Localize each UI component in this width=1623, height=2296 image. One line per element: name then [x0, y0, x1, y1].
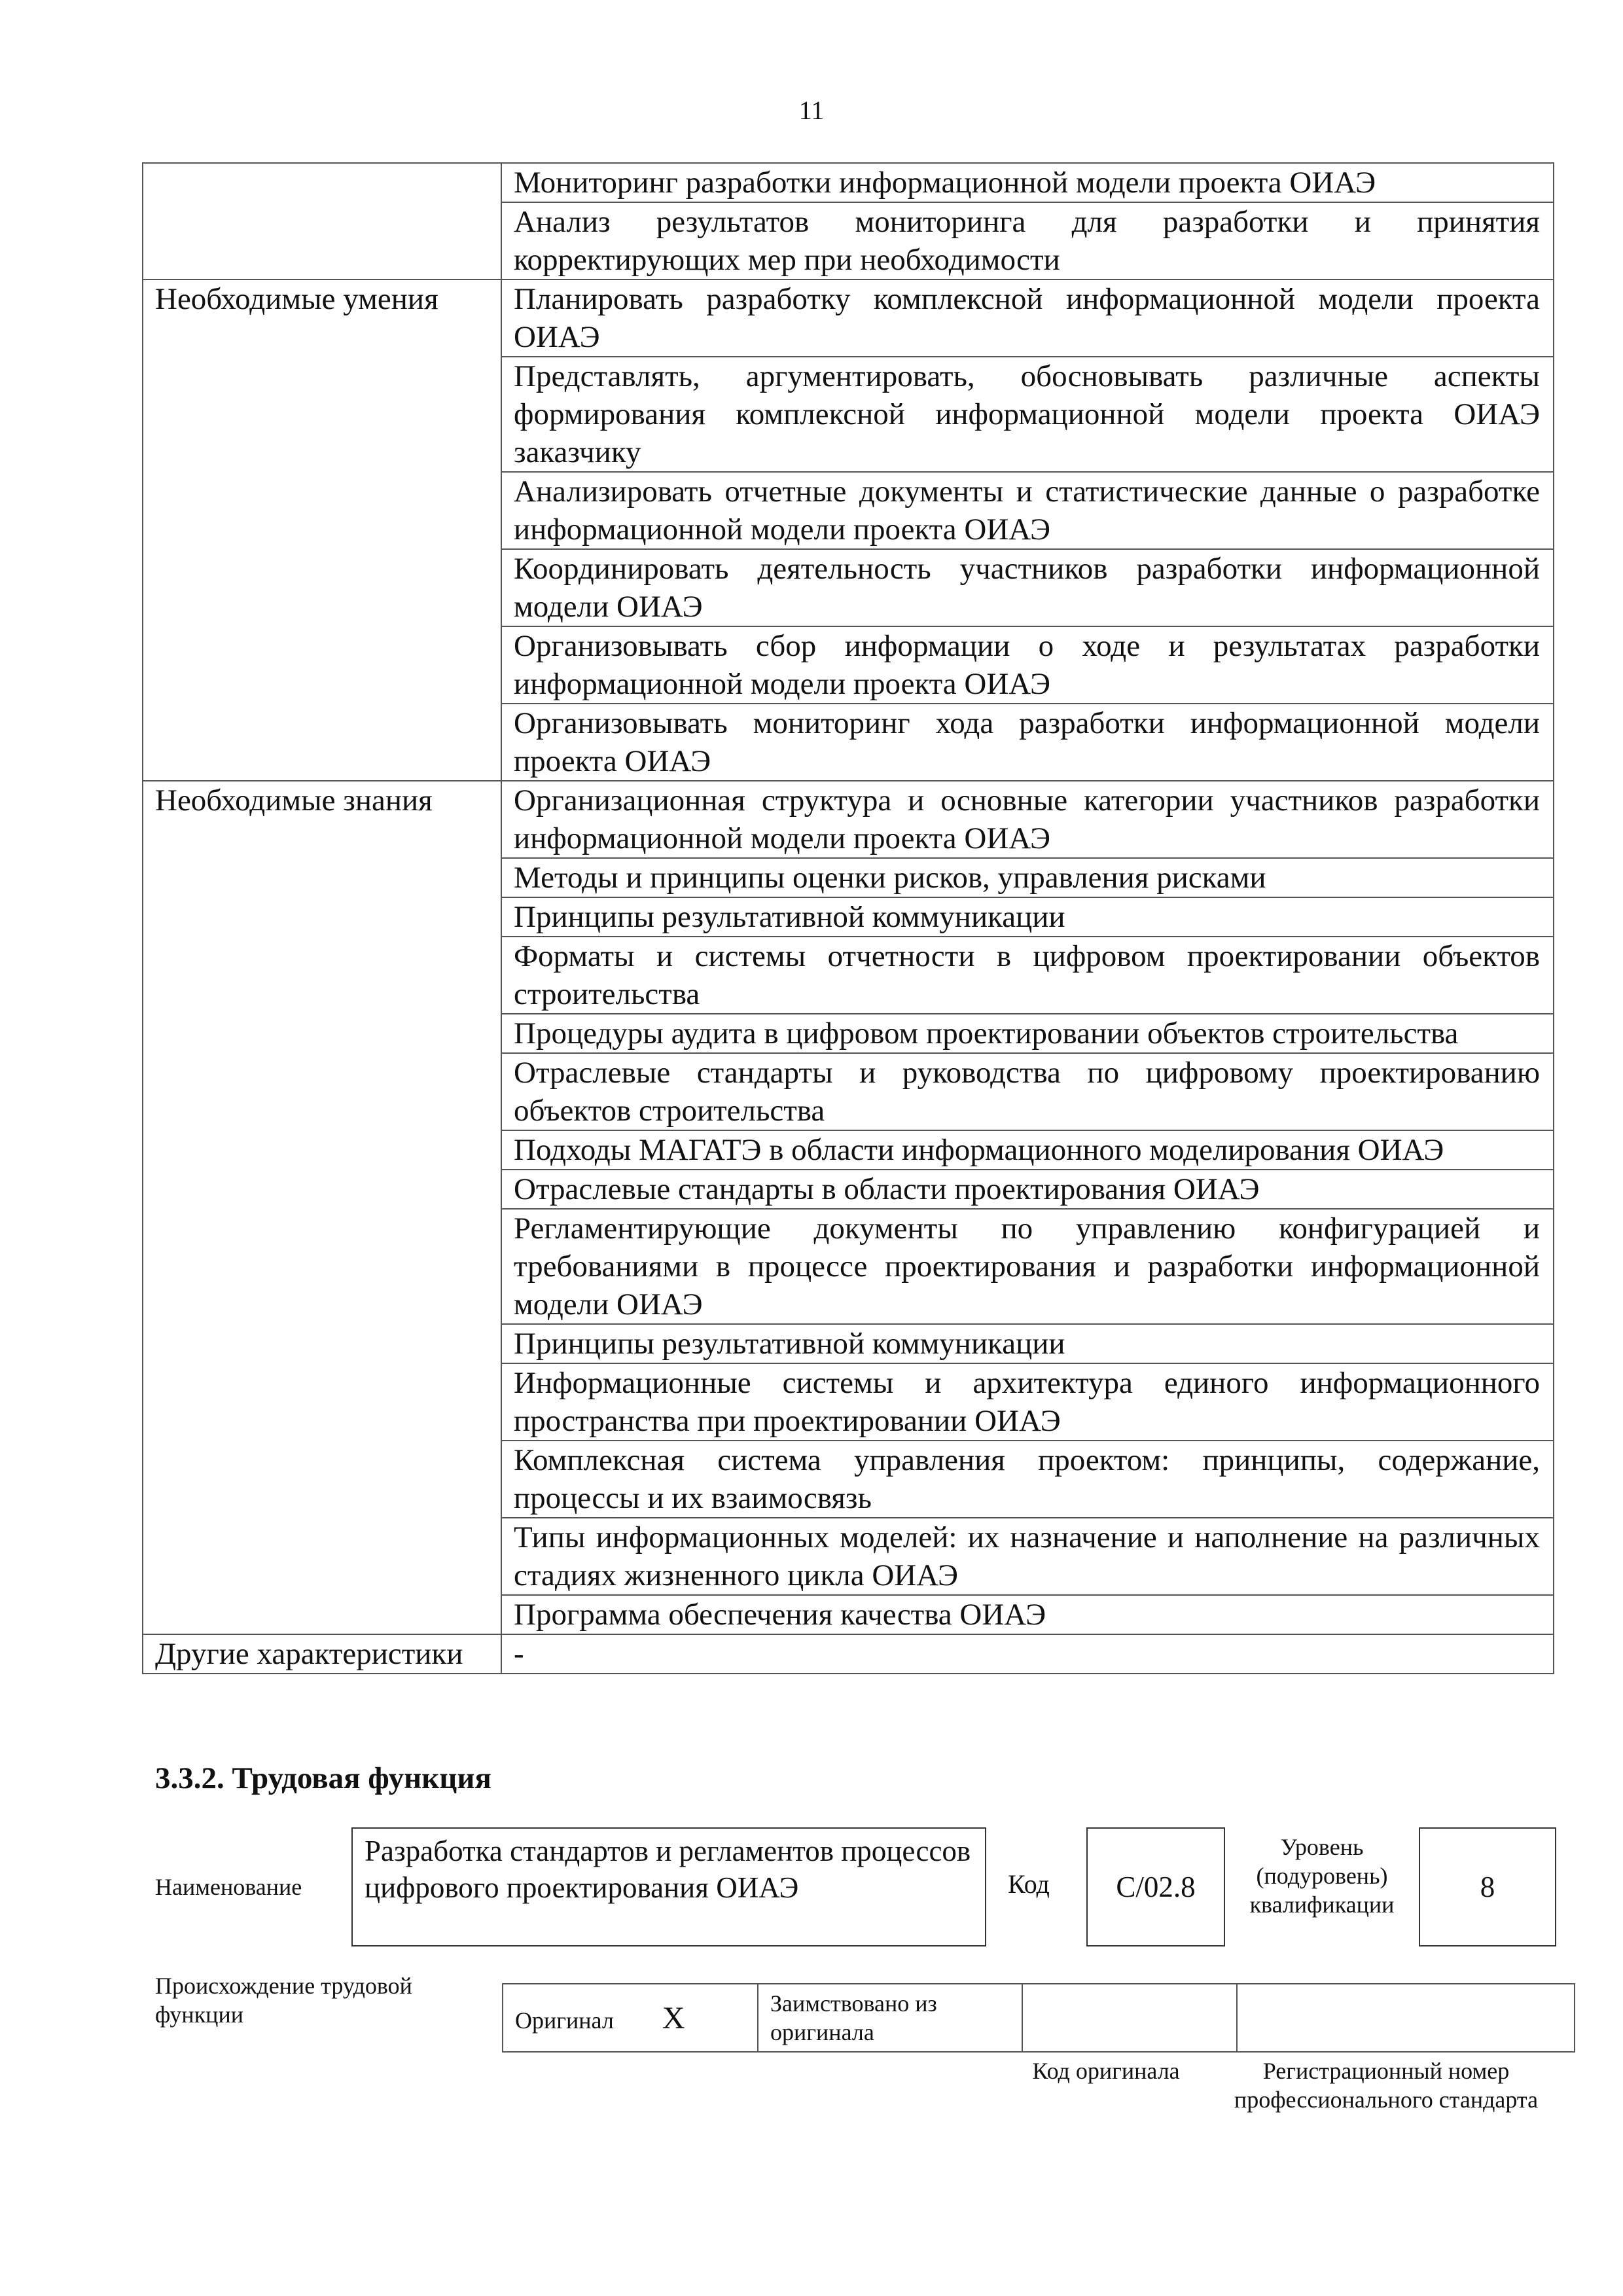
original-label: Оригинал [515, 2007, 614, 2034]
row-value: Методы и принципы оценки рисков, управления рисками [501, 858, 1554, 897]
original-cell [503, 1984, 758, 2052]
qualification-level-box: 8 [1419, 1827, 1556, 1946]
row-value: Информационные системы и архитектура единого информационного пространства при проектировании ОИАЭ [501, 1363, 1554, 1441]
row-value: Комплексная система управления проектом: принципы, содержание, процессы и их взаимосвязь [501, 1441, 1554, 1518]
level-label: Уровень (подуровень) квалификации [1249, 1834, 1395, 1918]
row-value: Форматы и системы отчетности в цифровом проектировании объектов строительства [501, 937, 1554, 1014]
table-row [143, 781, 1554, 858]
row-value: Мониторинг разработки информационной модели проекта ОИАЭ [501, 163, 1554, 202]
code-original-caption: Код оригинала [1032, 2058, 1180, 2084]
row-label: Необходимые умения [143, 279, 501, 781]
row-value: Организационная структура и основные категории участников разработки информационной модели проекта ОИАЭ [501, 781, 1554, 858]
table-row [143, 163, 1554, 202]
row-value: Анализировать отчетные документы и статистические данные о разработке информационной модели проекта ОИАЭ [501, 472, 1554, 549]
row-value: Принципы результативной коммуникации [501, 1324, 1554, 1363]
row-label [143, 163, 501, 279]
page-number: 11 [798, 96, 825, 125]
row-value: Координировать деятельность участников разработки информационной модели ОИАЭ [501, 549, 1554, 626]
reg-number-caption: Регистрационный номер профессионального стандарта [1234, 2058, 1539, 2113]
function-code-box: С/02.8 [1086, 1827, 1225, 1946]
row-value: Представлять, аргументировать, обосновывать различные аспекты формирования комплексной информационной модели проекта ОИАЭ заказчику [501, 357, 1554, 472]
row-value: Подходы МАГАТЭ в области информационного моделирования ОИАЭ [501, 1130, 1554, 1170]
row-value: - [501, 1634, 1554, 1674]
origin-label: Происхождение трудовой функции [155, 1973, 412, 2028]
row-value: Программа обеспечения качества ОИАЭ [501, 1595, 1554, 1634]
row-value: Отраслевые стандарты в области проектирования ОИАЭ [501, 1170, 1554, 1209]
name-label: Наименование [155, 1874, 302, 1900]
original-mark: X [662, 2000, 685, 2036]
row-label: Другие характеристики [143, 1634, 501, 1674]
section-title: 3.3.2. Трудовая функция [155, 1761, 491, 1795]
table-row [143, 1634, 1554, 1674]
row-value: Организовывать мониторинг хода разработки информационной модели проекта ОИАЭ [501, 704, 1554, 781]
reg-number-cell [1237, 1984, 1575, 2052]
row-value: Организовывать сбор информации о ходе и результатах разработки информационной модели проекта ОИАЭ [501, 626, 1554, 704]
row-value: Типы информационных моделей: их назначение и наполнение на различных стадиях жизненного цикла ОИАЭ [501, 1518, 1554, 1595]
borrowed-label: Заимствовано из оригинала [758, 1984, 1022, 2052]
row-value: Анализ результатов мониторинга для разработки и принятия корректирующих мер при необходимости [501, 202, 1554, 279]
row-label: Необходимые знания [143, 781, 501, 1634]
code-original-cell [1022, 1984, 1237, 2052]
row-value: Процедуры аудита в цифровом проектировании объектов строительства [501, 1014, 1554, 1053]
function-name-box: Разработка стандартов и регламентов процессов цифрового проектирования ОИАЭ [351, 1827, 986, 1946]
code-label: Код [1008, 1869, 1050, 1899]
row-value: Регламентирующие документы по управлению конфигурацией и требованиями в процессе проектирования и разработки информационной модели ОИАЭ [501, 1209, 1554, 1324]
row-value: Принципы результативной коммуникации [501, 897, 1554, 937]
origin-table [502, 1983, 1575, 2053]
requirements-table [142, 162, 1554, 1674]
table-row [143, 279, 1554, 357]
row-value: Планировать разработку комплексной информационной модели проекта ОИАЭ [501, 279, 1554, 357]
row-value: Отраслевые стандарты и руководства по цифровому проектированию объектов строительства [501, 1053, 1554, 1130]
